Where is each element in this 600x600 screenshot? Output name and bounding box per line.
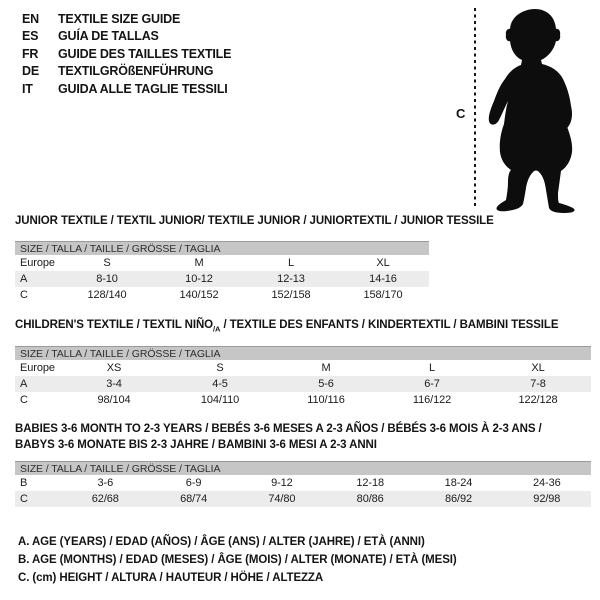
language-code: DE [22, 64, 39, 79]
language-code: ES [22, 29, 39, 44]
language-code: FR [22, 46, 39, 61]
table-cell: 8-10 [96, 273, 118, 285]
row-label: C [20, 394, 28, 406]
junior-size-table [15, 241, 429, 303]
size-header-bar: SIZE / TALLA / TAILLE / GRÖSSE / TAGLIA [15, 346, 591, 360]
table-row [15, 271, 429, 287]
table-cell: 128/140 [87, 289, 127, 301]
babies-title-line1: BABIES 3-6 MONTH TO 2-3 YEARS / BEBÉS 3-6 MESES A 2-3 AÑOS / BÉBÉS 3-6 MOIS À 2-3 ANS / [15, 423, 542, 435]
language-title-list [22, 10, 231, 98]
baby-silhouette-icon [487, 4, 597, 214]
language-row-en [22, 10, 231, 28]
table-cell: 14-16 [369, 273, 397, 285]
table-cell: 110/116 [307, 394, 345, 406]
legend-line-c: C. (cm) HEIGHT / ALTURA / HAUTEUR / HÖHE / ALTEZZA [18, 572, 324, 584]
language-title: GUIDE DES TAILLES TEXTILE [58, 46, 232, 61]
table-cell: 68/74 [180, 493, 208, 505]
row-label: Europe [20, 257, 55, 269]
babies-title-line2: BABYS 3-6 MONATE BIS 2-3 JAHRE / BAMBINI 3-6 MESI A 2-3 ANNI [15, 438, 377, 451]
table-cell: 86/92 [444, 493, 472, 505]
table-cell: M [194, 257, 204, 269]
table-cell: M [321, 362, 331, 374]
table-row [15, 360, 591, 376]
table-cell: 98/104 [97, 394, 131, 406]
language-title: TEXTILE SIZE GUIDE [58, 11, 181, 26]
table-cell: XL [531, 362, 545, 374]
language-title: GUIDA ALLE TAGLIE TESSILI [58, 81, 228, 96]
table-cell: 5-6 [318, 378, 334, 390]
row-label: A [20, 378, 28, 390]
table-cell: S [216, 362, 224, 374]
table-row [15, 255, 429, 271]
table-cell: L [428, 362, 436, 374]
language-row-es [22, 28, 231, 46]
table-cell: 6-7 [424, 378, 440, 390]
row-label: C [20, 493, 28, 505]
language-title: TEXTILGRÖßENFÜHRUNG [58, 64, 214, 79]
language-row-de [22, 63, 231, 81]
table-cell: 104/110 [200, 394, 240, 406]
table-cell: 6-9 [185, 477, 202, 489]
language-code: EN [22, 11, 39, 26]
table-cell: 74/80 [268, 493, 296, 505]
row-label: Europe [20, 362, 55, 374]
table-cell: S [103, 257, 111, 269]
table-cell: XL [376, 257, 390, 269]
table-cell: 7-8 [530, 378, 546, 390]
table-cell: XS [106, 362, 122, 374]
table-cell: 10-12 [185, 273, 213, 285]
table-cell: 158/170 [363, 289, 403, 301]
legend-line-b: B. AGE (MONTHS) / EDAD (MESES) / ÂGE (MOIS) / ALTER (MONATE) / ETÀ (MESI) [18, 554, 457, 566]
children-title-subscript: /A [213, 324, 221, 334]
table-cell: 9-12 [271, 477, 293, 489]
table-cell: 122/128 [518, 394, 558, 406]
table-cell: 18-24 [444, 477, 473, 489]
table-cell: 152/158 [271, 289, 311, 301]
table-cell: 4-5 [212, 378, 228, 390]
table-cell: L [287, 257, 295, 269]
babies-size-table [15, 461, 591, 507]
table-row [15, 392, 591, 408]
height-measure-dotted-line [474, 8, 476, 209]
legend-line-a: A. AGE (YEARS) / EDAD (AÑOS) / ÂGE (ANS) / ALTER (JAHRE) / ETÀ (ANNI) [18, 536, 425, 548]
table-cell: 80/86 [356, 493, 384, 505]
size-header-bar: SIZE / TALLA / TAILLE / GRÖSSE / TAGLIA [15, 241, 429, 255]
table-row [15, 376, 591, 392]
measurement-legend [18, 533, 457, 587]
language-row-it [22, 80, 231, 98]
table-cell: 12-18 [356, 477, 385, 489]
children-title-main: CHILDREN'S TEXTILE / TEXTIL NIÑO [15, 319, 214, 331]
junior-section-title: JUNIOR TEXTILE / TEXTIL JUNIOR/ TEXTILE JUNIOR / JUNIORTEXTIL / JUNIOR TESSILE [15, 215, 494, 227]
table-cell: 62/68 [91, 493, 119, 505]
language-title: GUÍA DE TALLAS [58, 29, 159, 44]
babies-section-title [15, 422, 542, 453]
table-row [15, 491, 591, 507]
table-cell: 92/98 [533, 493, 561, 505]
row-label: C [20, 289, 28, 301]
children-size-table [15, 346, 591, 408]
table-row [15, 475, 591, 491]
language-row-fr [22, 45, 231, 63]
row-label: A [20, 273, 28, 285]
size-header-bar: SIZE / TALLA / TAILLE / GRÖSSE / TAGLIA [15, 461, 591, 475]
children-title-rest: / TEXTILE DES ENFANTS / KINDERTEXTIL / BAMBINI TESSILE [220, 319, 559, 331]
table-cell: 116/122 [412, 394, 452, 406]
table-cell: 140/152 [179, 289, 219, 301]
row-label: B [20, 477, 28, 489]
table-cell: 3-4 [106, 378, 122, 390]
children-section-title [15, 318, 558, 337]
table-row [15, 287, 429, 303]
table-cell: 12-13 [277, 273, 305, 285]
table-cell: 24-36 [533, 477, 561, 489]
height-measure-label: C [456, 106, 466, 121]
table-cell: 3-6 [97, 477, 114, 489]
language-code: IT [22, 81, 33, 96]
